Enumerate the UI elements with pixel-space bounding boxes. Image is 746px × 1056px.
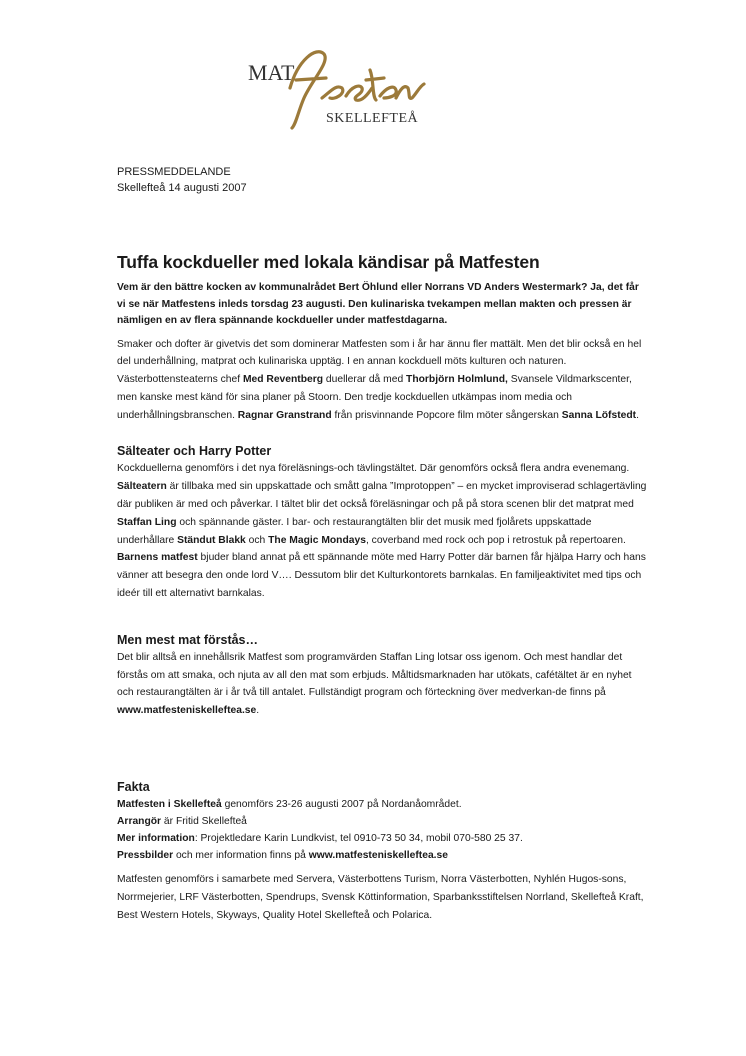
dateline: Skellefteå 14 augusti 2007 xyxy=(117,182,247,194)
press-release xyxy=(117,164,647,924)
matfesten-logo xyxy=(238,40,438,135)
s1-bold-1: Sälteatern xyxy=(117,481,167,493)
fakta-label-2: Arrangör xyxy=(117,816,162,828)
document-meta xyxy=(117,164,647,196)
fakta-line-press xyxy=(117,847,647,864)
section-heading-fakta: Fakta xyxy=(117,780,150,795)
fakta-label-1: Matfesten i Skellefteå xyxy=(117,799,222,811)
logo-word-mat: MAT xyxy=(248,60,295,85)
s1-text-5: , coverband med rock och pop i retrostuk på repertoaren. xyxy=(365,534,626,546)
intro-text-1: Smaker och dofter är givetvis det som dominerar Matfesten som i år har ännu fler mattält. Men det blir också en hel del underhållning, matprat och kulinariska upptäg. I en annan kockduell möts kulturen och naturen. Västerbottensteaterns chef xyxy=(117,338,642,386)
s1-text-6: bjuder bland annat på ett spännande möte med Harry Potter där barnen får hjälpa Harry och hans vänner att besegra den onde lord V…. Dessutom blir det Kulturkontorets barnkalas. En familjeaktivitet med tips och ideér till ett alternativt barnkalas. xyxy=(117,552,646,600)
s1-bold-2: Staffan Ling xyxy=(117,516,177,528)
fakta-website: www.matfesteniskelleftea.se xyxy=(308,850,448,862)
s1-text-2: är tillbaka med sin uppskattade och smått galna ”Improtoppen” – en mycket improviserad schlagertävling där publiken är med och påverkar. I tältet blir det också föreläsningar och på på stora scenen blir det matprat med xyxy=(117,481,647,511)
section-heading-mat: Men mest mat förstås… xyxy=(117,632,259,647)
fakta-line-contact xyxy=(117,830,647,847)
document-type: PRESSMEDDELANDE xyxy=(117,166,231,178)
fakta-line-dates xyxy=(117,796,647,813)
section-heading-salteater: Sälteater och Harry Potter xyxy=(117,444,272,459)
matfesten-logo-graphic xyxy=(238,40,438,135)
s1-text-4: och xyxy=(245,534,269,546)
fakta-label-4: Pressbilder xyxy=(117,850,174,862)
s1-text-1: Kockduellerna genomförs i det nya föreläsnings-och tävlingstältet. Där genomförs också flera andra evenemang. xyxy=(117,463,630,475)
intro-text-2: duellerar då med xyxy=(323,374,407,386)
intro-text-5: . xyxy=(636,409,639,421)
fakta-label-3: Mer information xyxy=(117,833,195,845)
s2-text-1: Det blir alltså en innehållsrik Matfest som programvärden Staffan Ling lotsar oss igenom. Och mest handlar det förstås om att smaka, och njuta av all den mat som erbjuds. Måltidsmarknaden har utökats, cafétältet är en nyhet och restaurangtälten är i år två till antalet. Fullständigt program och förteckning över medverkan-de finns på xyxy=(117,651,632,699)
logo-word-city: SKELLEFTEÅ xyxy=(326,111,419,126)
s1-bold-3: Ständut Blakk xyxy=(177,534,246,546)
fakta-text-4: och mer information finns på xyxy=(173,850,309,862)
partners-paragraph: Matfesten genomförs i samarbete med Servera, Västerbottens Turism, Norra Västerbotten, Nyhlén Hugos-sons, Norrmejerier, LRF Västerbotten, Spendrups, Svensk Köttinformation, Sparbanksstiftelsen Norrland, Skellefteå Kraft, Best Western Hotels, Skyways, Quality Hotel Skellefteå och Polarica. xyxy=(117,874,644,921)
s2-text-2: . xyxy=(256,705,260,717)
fakta-line-organizer xyxy=(117,813,647,830)
s1-text-3: och spännande gäster. I bar- och restaurangtälten blir det musik med fjolårets uppskattade underhållare xyxy=(117,516,592,546)
salteater-paragraph xyxy=(117,460,647,602)
fakta-text-1: genomförs 23-26 augusti 2007 på Nordanåområdet. xyxy=(221,799,462,811)
mat-paragraph xyxy=(117,649,647,720)
intro-bold-4: Sanna Löfstedt xyxy=(561,409,637,421)
intro-text-3: Svansele Vildmarkscenter, men kanske mest känd för sina planer på Stoorn. Den tredje kockduellen utkämpas inom media och underhållningsbranschen. xyxy=(117,374,632,421)
page-title: Tuffa kockdueller med lokala kändisar på Matfesten xyxy=(117,252,540,272)
fakta-list xyxy=(117,796,647,864)
fakta-text-2: är Fritid Skellefteå xyxy=(161,816,247,828)
s1-bold-4: The Magic Mondays xyxy=(268,534,366,546)
fakta-text-3: : Projektledare Karin Lundkvist, tel 0910-73 50 34, mobil 070-580 25 37. xyxy=(194,833,523,845)
intro-paragraph xyxy=(117,336,647,425)
intro-text-4: från prisvinnande Popcore film möter sångerskan xyxy=(331,409,562,421)
s2-link-website: www.matfesteniskelleftea.se xyxy=(117,705,257,717)
intro-bold-1: Med Reventberg xyxy=(242,374,324,386)
s1-bold-5: Barnens matfest xyxy=(117,552,198,564)
intro-bold-3: Ragnar Granstrand xyxy=(237,409,332,421)
lead-paragraph: Vem är den bättre kocken av kommunalrådet Bert Öhlund eller Norrans VD Anders Westermark? Ja, det får vi se när Matfestens inleds torsdag 23 augusti. Den kulinariska tvekampen mellan makten och pressen är nämligen en av flera spännande kockdueller under matfestdagarna. xyxy=(117,282,639,326)
intro-bold-2: Thorbjörn Holmlund, xyxy=(406,374,508,386)
